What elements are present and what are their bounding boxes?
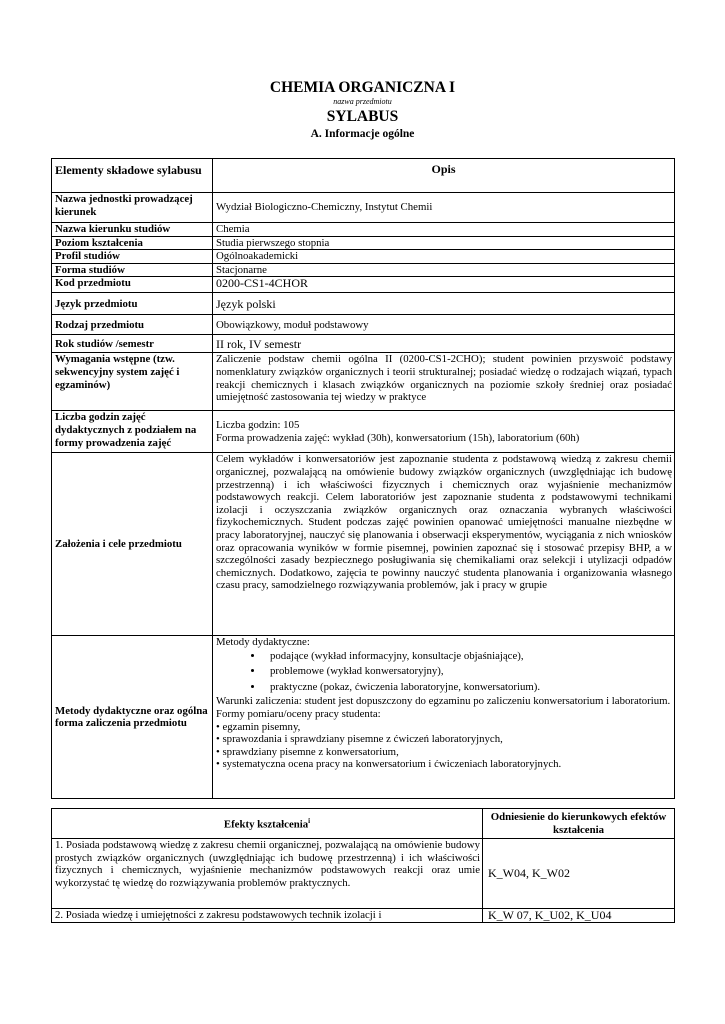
row-label: Nazwa kierunku studiów — [52, 223, 213, 237]
header-effects — [52, 809, 483, 839]
row-value: Ogólnoakademicki — [213, 250, 675, 264]
table-row — [52, 193, 675, 223]
list-item: • praktyczne (pokaz, ćwiczenia laboratoryjne, konwersatorium). — [264, 680, 672, 696]
row-label: Język przedmiotu — [52, 293, 213, 315]
list-item: • sprawdziany pisemne z konwersatorium, — [216, 745, 399, 758]
row-label: Założenia i cele przedmiotu — [52, 453, 213, 636]
row-value — [213, 411, 675, 453]
hours-breakdown: Forma prowadzenia zajęć: wykład (30h), konwersatorium (15h), laboratorium (60h) — [216, 431, 580, 444]
list-item: • sprawozdania i sprawdziany pisemne z ćwiczeń laboratoryjnych, — [216, 733, 503, 746]
row-label: Forma studiów — [52, 263, 213, 277]
row-label: Kod przedmiotu — [52, 277, 213, 293]
header-effects-label: Efekty kształcenia — [223, 819, 309, 831]
table-row — [52, 236, 675, 250]
syllabus-heading: SYLABUS — [326, 108, 399, 125]
table-row — [52, 636, 675, 799]
row-value: Stacjonarne — [213, 263, 675, 277]
row-label: Metody dydaktyczne oraz ogólna forma zaliczenia przedmiotu — [52, 636, 213, 799]
course-title: CHEMIA ORGANICZNA I — [269, 79, 456, 96]
row-label: Rodzaj przedmiotu — [52, 315, 213, 335]
list-item: • problemowe (wykład konwersatoryjny), — [264, 664, 672, 680]
list-item: • systematyczna ocena pracy na konwersatorium i ćwiczeniach laboratoryjnych. — [216, 758, 562, 771]
row-value: 0200-CS1-4CHOR — [213, 277, 675, 293]
outcome-reference: K_W 07, K_U02, K_U04 — [483, 909, 675, 923]
methods-title: Metody dydaktyczne: — [216, 636, 310, 649]
row-label: Rok studiów /semestr — [52, 335, 213, 353]
row-value: Wydział Biologiczno-Chemiczny, Instytut Chemii — [213, 193, 675, 223]
header-description: Opis — [213, 159, 675, 193]
table-row — [52, 453, 675, 636]
row-value: Studia pierwszego stopnia — [213, 236, 675, 250]
table-header-row — [52, 159, 675, 193]
table-row — [52, 293, 675, 315]
assessment-title: Formy pomiaru/oceny pracy studenta: — [216, 708, 381, 721]
list-item: • egzamin pisemny, — [216, 720, 301, 733]
row-label: Profil studiów — [52, 250, 213, 264]
table-row — [52, 353, 675, 411]
row-value: Język polski — [213, 293, 675, 315]
row-value: Celem wykładów i konwersatoriów jest zapoznanie studenta z podstawową wiedzą z zakresu chemii organicznej, pozwalającą na omówienie budowy związków organicznych (uwzględniając ich budowę przestrzenną) i ich właściwości fizycznych i chemicznych oraz wyjaśnienie mechanizmów podstawowych reakcji. Celem laboratoriów jest zapoznanie studenta z podstawowymi technikami izolacji i oczyszczania związków organicznych oraz oznaczania wybranych właściwości fizykochemicznych. Student podczas zajęć powinien opanować umiejętności manualne niezbędne w pracy laboratoryjnej, nauczyć się planowania i obserwacji eksperymentów, wyciągania z nich wniosków oraz opracowania wyników w formie pisemnej, powinien zapoznać się i stosować przepisy BHP, a w szczególności zasady bezpiecznego posługiwania się chemikaliami oraz selekcji i utylizacji odpadów chemicznych. Dodatkowo, zajęcia te powinny nauczyć studenta planowania i organizowania własnego czasu pracy, samodzielnego rozwiązywania problemów, jak i pracy w grupie — [213, 453, 675, 636]
header-elements: Elementy składowe sylabusu — [52, 159, 213, 193]
outcome-text: 2. Posiada wiedzę i umiejętności z zakresu podstawowych technik izolacji i — [52, 909, 483, 923]
hours-total: Liczba godzin: 105 — [216, 419, 300, 432]
table-row — [52, 263, 675, 277]
table-row — [52, 335, 675, 353]
table-row — [52, 909, 675, 923]
course-subtitle: nazwa przedmiotu — [333, 97, 392, 106]
table-header-row — [52, 809, 675, 839]
header-reference: Odniesienie do kierunkowych efektów kształcenia — [483, 809, 675, 839]
table-row — [52, 223, 675, 237]
general-info-table — [51, 158, 675, 799]
list-item: • podające (wykład informacyjny, konsultacje objaśniające), — [264, 649, 672, 665]
pass-conditions: Warunki zaliczenia: student jest dopuszczony do egzaminu po zaliczeniu konwersatorium i laboratorium. — [216, 695, 671, 708]
outcome-text: 1. Posiada podstawową wiedzę z zakresu chemii organicznej, pozwalającą na omówienie budowy prostych związków organicznych (uwzględniając ich budowę przestrzenną) i ich właściwości fizycznych i chemicznych, wyjaśnienie mechanizmów podstawowych reakcji oraz umie wykorzystać tę wiedzę do rozwiązywania problemów praktycznych. — [52, 839, 483, 909]
footnote-marker: i — [308, 817, 311, 826]
table-row — [52, 411, 675, 453]
methods-list — [216, 649, 672, 696]
table-row — [52, 250, 675, 264]
table-row — [52, 315, 675, 335]
row-label: Liczba godzin zajęć dydaktycznych z podziałem na formy prowadzenia zajęć — [52, 411, 213, 453]
document-header — [0, 79, 725, 141]
row-value: Zaliczenie podstaw chemii ogólna II (0200-CS1-2CHO); student powinien przyswoić podstawy nomenklatury związków organicznych i teorii strukturalnej; posiadać wiedzę o rodzajach wiązań, typach reakcji chemicznych i klasach związków organicznych na poziomie szkoły średniej oraz posiadać umiejętność zastosowania tej wiedzy w praktyce — [213, 353, 675, 411]
section-heading: A. Informacje ogólne — [310, 128, 415, 140]
row-label: Wymagania wstępne (tzw. sekwencyjny system zajęć i egzaminów) — [52, 353, 213, 411]
row-value — [213, 636, 675, 799]
row-label: Nazwa jednostki prowadzącej kierunek — [52, 193, 213, 223]
row-value: II rok, IV semestr — [213, 335, 675, 353]
row-label: Poziom kształcenia — [52, 236, 213, 250]
outcome-reference: K_W04, K_W02 — [483, 839, 675, 909]
row-value: Chemia — [213, 223, 675, 237]
table-row — [52, 839, 675, 909]
learning-outcomes-table — [51, 808, 675, 923]
table-row — [52, 277, 675, 293]
row-value: Obowiązkowy, moduł podstawowy — [213, 315, 675, 335]
